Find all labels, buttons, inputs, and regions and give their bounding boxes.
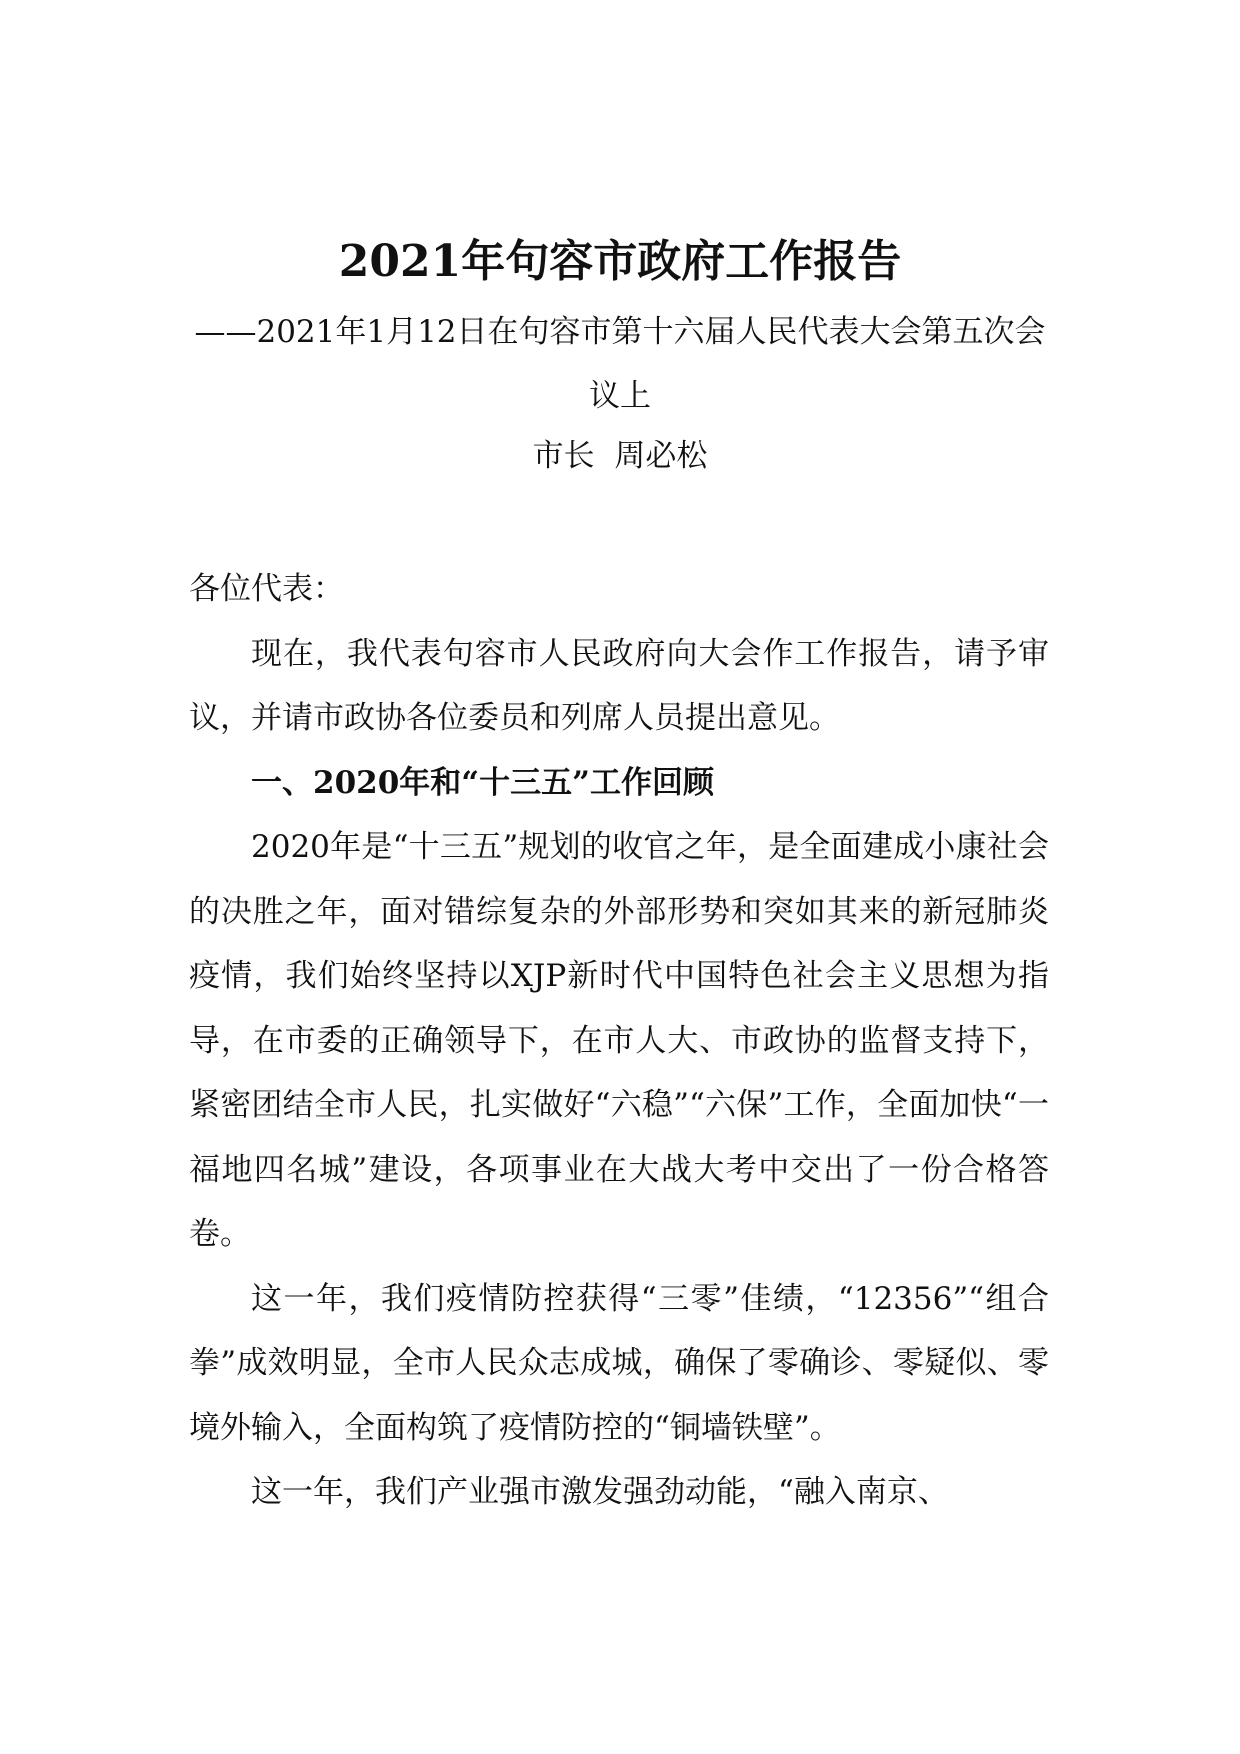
document-author: 市长 周必松 [532, 438, 708, 474]
section-heading: 一、2020年和“十三五”工作回顾 [251, 764, 714, 801]
paragraph-epidemic-control: 这一年，我们疫情防控获得“三零”佳绩，“12356”“组合拳”成效明显，全市人民众志成城，确保了零确诊、零疑似、零境外输入，全面构筑了疫情防控的“铜墙铁壁”。 [189, 1280, 1049, 1446]
document-subtitle: ——2021年1月12日在句容市第十六届人民代表大会第五次会议上 [194, 314, 1046, 414]
paragraph-2020-review: 2020年是“十三五”规划的收官之年，是全面建成小康社会的决胜之年，面对错综复杂的外部形势和突如其来的新冠肺炎疫情，我们始终坚持以XJP新时代中国特色社会主义思想为指导，在市委的正确领导下，在市人大、市政协的监督支持下，紧密团结全市人民，扎实做好“六稳”“六保”工作，全面加快“一福地四名城”建设，各项事业在大战大考中交出了一份合格答卷。 [189, 829, 1049, 1252]
paragraph-intro: 现在，我代表句容市人民政府向大会作工作报告，请予审议，并请市政协各位委员和列席人员提出意见。 [189, 635, 1049, 736]
paragraph-industry: 这一年，我们产业强市激发强劲动能，“融入南京、 [251, 1474, 949, 1510]
salutation: 各位代表： [189, 571, 344, 607]
document-title: 2021年句容市政府工作报告 [338, 236, 902, 287]
document-body [189, 557, 1049, 1525]
